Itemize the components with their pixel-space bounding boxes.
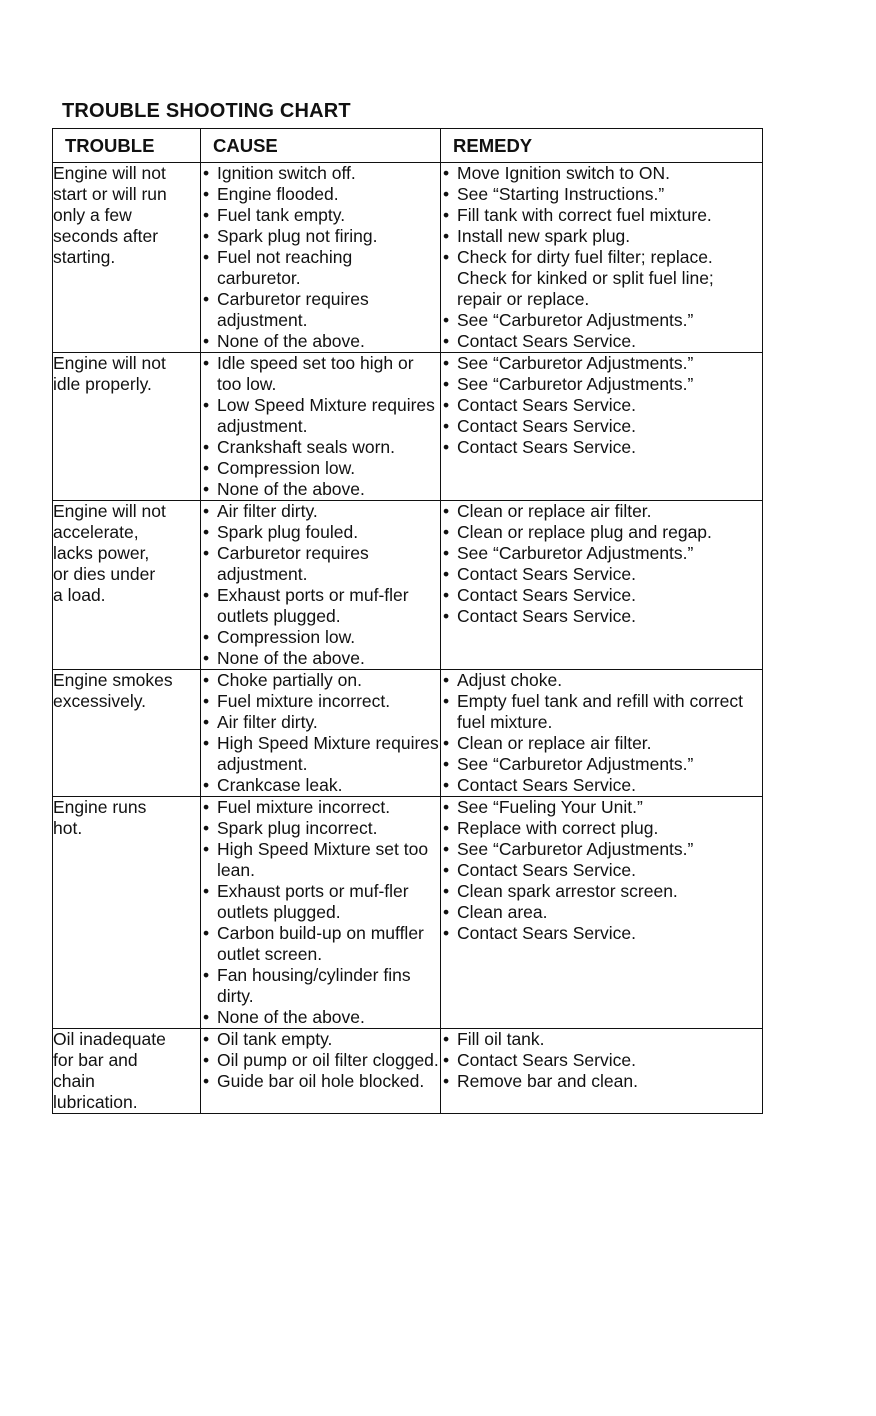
remedy-cell — [441, 1029, 763, 1114]
cause-item: • Low Speed Mixture requires adjustment. — [201, 395, 440, 437]
cause-cell — [201, 501, 441, 670]
remedy-cell — [441, 670, 763, 797]
cause-item: • Choke partially on. — [201, 670, 440, 691]
trouble-text: Engine will not — [53, 501, 166, 521]
header-remedy: REMEDY — [441, 129, 763, 163]
remedy-item: • Contact Sears Service. — [441, 437, 762, 458]
cause-item: • Carbon build-up on muffler outlet screen. — [201, 923, 440, 965]
cause-item: • None of the above. — [201, 648, 440, 669]
table-row — [53, 670, 763, 797]
cause-item: • Oil pump or oil filter clogged. — [201, 1050, 440, 1071]
remedy-item: • Clean area. — [441, 902, 762, 923]
trouble-text: lubrication. — [53, 1092, 138, 1112]
cause-item: • Fuel tank empty. — [201, 205, 440, 226]
cause-item: • High Speed Mixture set too lean. — [201, 839, 440, 881]
remedy-item: • See “Fueling Your Unit.” — [441, 797, 762, 818]
trouble-text: excessively. — [53, 691, 147, 711]
remedy-item: • Check for dirty fuel filter; replace. Check for kinked or split fuel line; repair or replace. — [441, 247, 762, 310]
cause-item: • Crankshaft seals worn. — [201, 437, 440, 458]
remedy-item: • Clean or replace air filter. — [441, 733, 762, 754]
remedy-item: • Contact Sears Service. — [441, 331, 762, 352]
cause-item: • Fuel mixture incorrect. — [201, 691, 440, 712]
trouble-text: only a few — [53, 205, 132, 225]
trouble-cell — [53, 501, 201, 670]
cause-item: • None of the above. — [201, 1007, 440, 1028]
trouble-text: hot. — [53, 818, 83, 838]
remedy-item: • See “Carburetor Adjustments.” — [441, 353, 762, 374]
table-row — [53, 1029, 763, 1114]
cause-item: • Guide bar oil hole blocked. — [201, 1071, 440, 1092]
table-row — [53, 353, 763, 501]
trouble-text: Engine runs — [53, 797, 147, 817]
remedy-item: • Contact Sears Service. — [441, 564, 762, 585]
trouble-cell — [53, 353, 201, 501]
remedy-item: • Contact Sears Service. — [441, 585, 762, 606]
trouble-cell — [53, 163, 201, 353]
page-title: TROUBLE SHOOTING CHART — [62, 100, 351, 122]
trouble-text: lacks power, — [53, 543, 150, 563]
cause-item: • Exhaust ports or muf-fler outlets plugged. — [201, 881, 440, 923]
remedy-cell — [441, 353, 763, 501]
table-body — [53, 163, 763, 1114]
trouble-shooting-table — [52, 128, 763, 1114]
remedy-item: • Clean or replace air filter. — [441, 501, 762, 522]
remedy-item: • Clean or replace plug and regap. — [441, 522, 762, 543]
cause-item: • Spark plug not firing. — [201, 226, 440, 247]
cause-item: • Idle speed set too high or too low. — [201, 353, 440, 395]
remedy-item: • Contact Sears Service. — [441, 395, 762, 416]
cause-item: • Spark plug incorrect. — [201, 818, 440, 839]
remedy-item: • Replace with correct plug. — [441, 818, 762, 839]
remedy-item: • Contact Sears Service. — [441, 606, 762, 627]
remedy-item: • Clean spark arrestor screen. — [441, 881, 762, 902]
remedy-item: • Fill tank with correct fuel mixture. — [441, 205, 762, 226]
trouble-cell — [53, 670, 201, 797]
trouble-text: seconds after — [53, 226, 159, 246]
cause-cell — [201, 670, 441, 797]
remedy-item: • Contact Sears Service. — [441, 923, 762, 944]
trouble-text: Oil inadequate — [53, 1029, 166, 1049]
cause-item: • Air filter dirty. — [201, 501, 440, 522]
cause-item: • Air filter dirty. — [201, 712, 440, 733]
remedy-item: • See “Carburetor Adjustments.” — [441, 310, 762, 331]
trouble-text: chain — [53, 1071, 95, 1091]
remedy-cell — [441, 797, 763, 1029]
cause-item: • Exhaust ports or muf-fler outlets plugged. — [201, 585, 440, 627]
cause-item: • Fuel mixture incorrect. — [201, 797, 440, 818]
remedy-item: • See “Carburetor Adjustments.” — [441, 754, 762, 775]
trouble-text: Engine smokes — [53, 670, 173, 690]
trouble-cell — [53, 797, 201, 1029]
remedy-item: • Empty fuel tank and refill with correct fuel mixture. — [441, 691, 762, 733]
remedy-item: • Remove bar and clean. — [441, 1071, 762, 1092]
cause-item: • Crankcase leak. — [201, 775, 440, 796]
cause-item: • Ignition switch off. — [201, 163, 440, 184]
cause-item: • Carburetor requires adjustment. — [201, 289, 440, 331]
cause-item: • Carburetor requires adjustment. — [201, 543, 440, 585]
cause-item: • Compression low. — [201, 458, 440, 479]
cause-item: • Engine flooded. — [201, 184, 440, 205]
trouble-text: for bar and — [53, 1050, 138, 1070]
cause-item: • High Speed Mixture requires adjustment. — [201, 733, 440, 775]
cause-item: • Spark plug fouled. — [201, 522, 440, 543]
remedy-item: • See “Starting Instructions.” — [441, 184, 762, 205]
remedy-item: • See “Carburetor Adjustments.” — [441, 374, 762, 395]
trouble-text: or dies under — [53, 564, 156, 584]
cause-item: • Fan housing/cylinder fins dirty. — [201, 965, 440, 1007]
cause-item: • Fuel not reaching carburetor. — [201, 247, 440, 289]
remedy-item: • Adjust choke. — [441, 670, 762, 691]
trouble-text: start or will run — [53, 184, 167, 204]
remedy-item: • See “Carburetor Adjustments.” — [441, 543, 762, 564]
header-trouble: TROUBLE — [53, 129, 201, 163]
remedy-item: • Contact Sears Service. — [441, 1050, 762, 1071]
table-row — [53, 501, 763, 670]
remedy-item: • Fill oil tank. — [441, 1029, 762, 1050]
cause-item: • None of the above. — [201, 331, 440, 352]
trouble-text: Engine will not — [53, 163, 166, 183]
remedy-item: • Contact Sears Service. — [441, 775, 762, 796]
remedy-item: • Install new spark plug. — [441, 226, 762, 247]
table-header-row — [53, 129, 763, 163]
remedy-cell — [441, 501, 763, 670]
remedy-item: • Contact Sears Service. — [441, 860, 762, 881]
remedy-item: • See “Carburetor Adjustments.” — [441, 839, 762, 860]
trouble-text: Engine will not — [53, 353, 166, 373]
cause-item: • None of the above. — [201, 479, 440, 500]
trouble-text: starting. — [53, 247, 116, 267]
cause-cell — [201, 163, 441, 353]
trouble-text: a load. — [53, 585, 106, 605]
remedy-item: • Move Ignition switch to ON. — [441, 163, 762, 184]
header-cause: CAUSE — [201, 129, 441, 163]
remedy-cell — [441, 163, 763, 353]
cause-cell — [201, 353, 441, 501]
trouble-cell — [53, 1029, 201, 1114]
cause-item: • Oil tank empty. — [201, 1029, 440, 1050]
table-row — [53, 163, 763, 353]
trouble-text: idle properly. — [53, 374, 152, 394]
remedy-item: • Contact Sears Service. — [441, 416, 762, 437]
cause-cell — [201, 1029, 441, 1114]
trouble-text: accelerate, — [53, 522, 139, 542]
table-row — [53, 797, 763, 1029]
cause-cell — [201, 797, 441, 1029]
cause-item: • Compression low. — [201, 627, 440, 648]
